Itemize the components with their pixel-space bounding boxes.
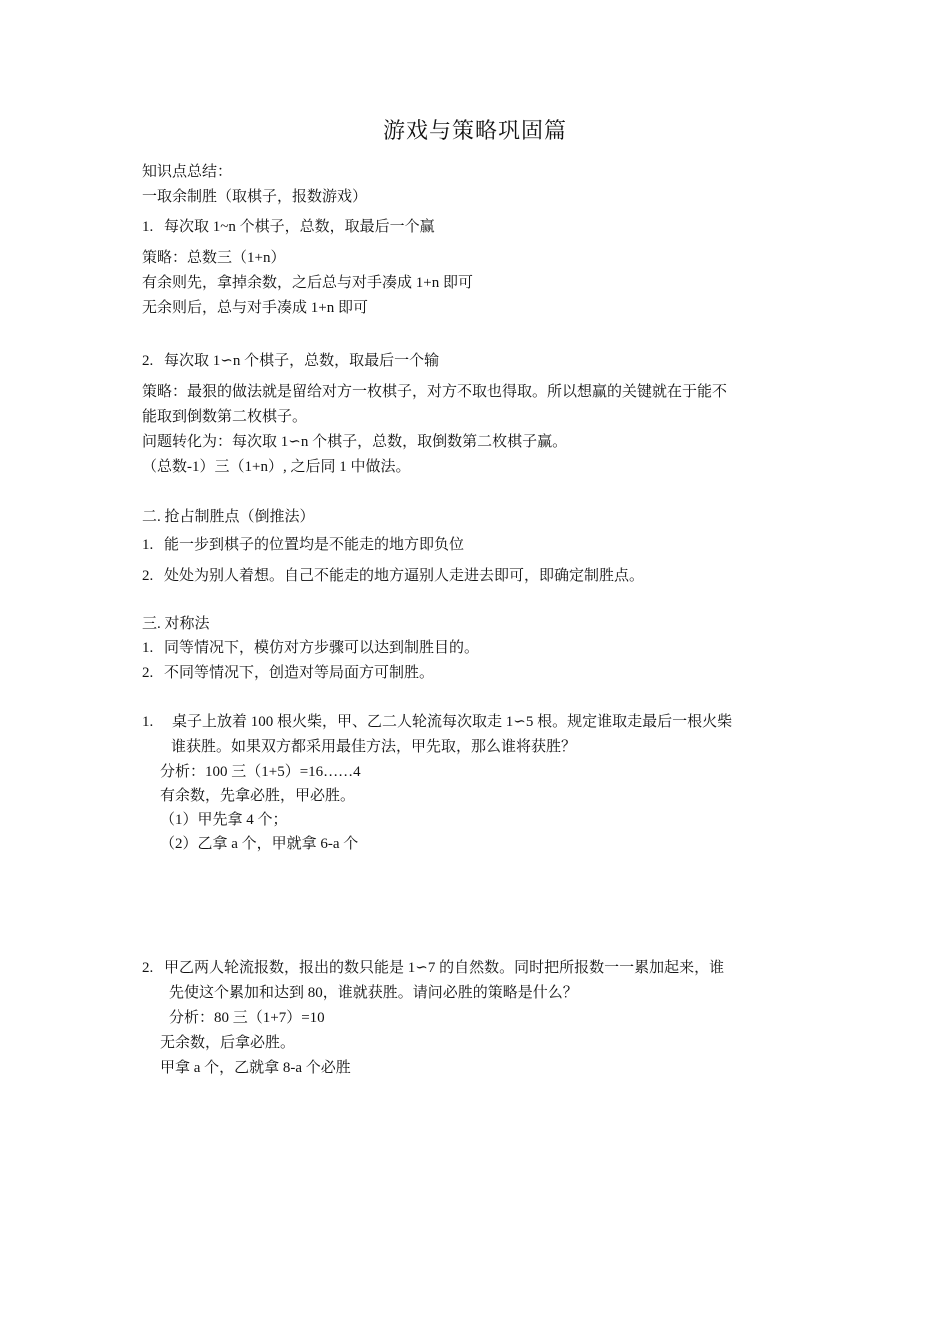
section3-item-2 bbox=[142, 663, 434, 683]
list-item-text: 处处为别人着想。自己不能走的地方逼别人走进去即可，即确定制胜点。 bbox=[164, 568, 645, 584]
section2-item-2 bbox=[142, 566, 644, 586]
section1-item1-line3: 无余则后，总与对手凑成 1+n 即可 bbox=[142, 300, 368, 316]
list-item-text: 每次取 1~n 个棋子，总数，取最后一个赢 bbox=[164, 219, 435, 235]
problem2-line2: 先使这个累加和达到 80，谁就获胜。请问必胜的策略是什么？ bbox=[169, 985, 578, 1001]
section2-item-1 bbox=[142, 535, 464, 555]
problem1-answer-line2: 有余数，先拿必胜，甲必胜。 bbox=[160, 788, 356, 804]
problem-text: 桌子上放着 100 根火柴，甲、乙二人轮流每次取走 1∽5 根。规定谁取走最后一根火柴 bbox=[172, 714, 733, 730]
problem2-analysis: 分析：80 三（1+7）=10 bbox=[169, 1010, 325, 1026]
section1-item1 bbox=[142, 217, 435, 237]
section1-item2-convert: 问题转化为：每次取 1∽n 个棋子，总数，取倒数第二枚棋子赢。 bbox=[142, 434, 568, 450]
list-number: 1. bbox=[142, 219, 154, 235]
section1-item2 bbox=[142, 351, 439, 371]
problem2-answer-line3: 甲拿 a 个，乙就拿 8-a 个必胜 bbox=[160, 1060, 351, 1076]
problem1-analysis: 分析：100 三（1+5）=16……4 bbox=[160, 764, 361, 780]
list-number: 2. bbox=[142, 665, 154, 681]
problem1-line2: 谁获胜。如果双方都采用最佳方法，甲先取，那么谁将获胜？ bbox=[171, 739, 577, 755]
section2-title: 二. 抢占制胜点（倒推法） bbox=[142, 509, 315, 525]
list-number: 1. bbox=[142, 537, 154, 553]
section1-item2-strategy-1: 策略：最狠的做法就是留给对方一枚棋子，对方不取也得取。所以想赢的关键就在于能不 bbox=[142, 384, 728, 400]
list-number: 2. bbox=[142, 353, 154, 369]
section1-item2-formula: （总数-1）三（1+n）, 之后同 1 中做法。 bbox=[142, 459, 411, 475]
problem2-line1 bbox=[142, 958, 724, 978]
problem-number: 1. bbox=[142, 714, 154, 730]
section1-item1-strategy: 策略：总数三（1+n） bbox=[142, 250, 286, 266]
section3-item-1 bbox=[142, 638, 479, 658]
problem-text: 甲乙两人轮流报数，报出的数只能是 1∽7 的自然数。同时把所报数一一累加起来，谁 bbox=[164, 960, 725, 976]
page-title: 游戏与策略巩固篇 bbox=[382, 119, 567, 144]
list-item-text: 能一步到棋子的位置均是不能走的地方即负位 bbox=[164, 537, 465, 553]
list-item-text: 每次取 1∽n 个棋子，总数，取最后一个输 bbox=[164, 353, 440, 369]
section1-item2-strategy-2: 能取到倒数第二枚棋子。 bbox=[142, 409, 308, 425]
problem1-line1 bbox=[142, 712, 732, 732]
summary-heading: 知识点总结： bbox=[142, 164, 233, 180]
list-item-text: 不同等情况下，创造对等局面方可制胜。 bbox=[164, 665, 435, 681]
section1-item1-line2: 有余则先，拿掉余数，之后总与对手凑成 1+n 即可 bbox=[142, 275, 473, 291]
list-number: 2. bbox=[142, 568, 154, 584]
problem2-answer-line2: 无余数，后拿必胜。 bbox=[160, 1035, 296, 1051]
section3-title: 三. 对称法 bbox=[142, 616, 210, 632]
section1-title: 一取余制胜（取棋子，报数游戏） bbox=[142, 189, 368, 205]
list-number: 1. bbox=[142, 640, 154, 656]
list-item-text: 同等情况下，模仿对方步骤可以达到制胜目的。 bbox=[164, 640, 480, 656]
problem1-answer-line4: （2）乙拿 a 个，甲就拿 6-a 个 bbox=[160, 836, 359, 852]
problem-number: 2. bbox=[142, 960, 154, 976]
problem1-answer-line3: （1）甲先拿 4 个； bbox=[160, 812, 288, 828]
